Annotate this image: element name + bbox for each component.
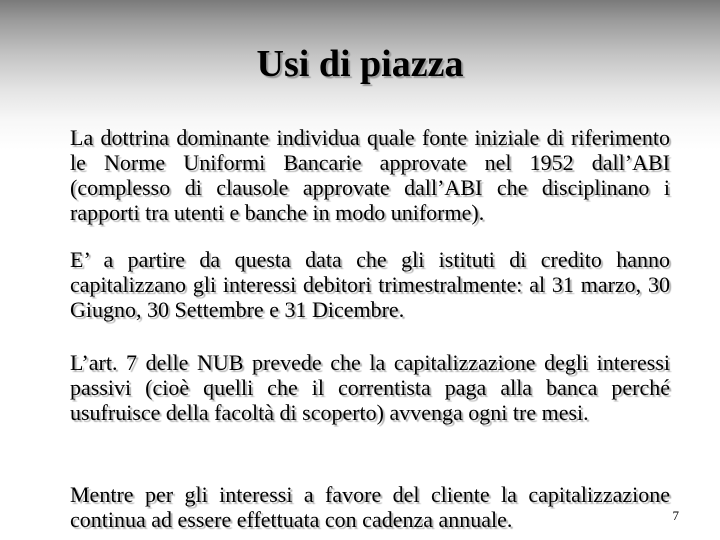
paragraph-art7-nub: L’art. 7 delle NUB prevede che la capitalizzazione degli interessi passivi (cioè quelli che il correntista paga alla banca perché usufruisce della facoltà di scoperto) avvenga ogni tre mesi. xyxy=(70,350,670,425)
paragraph-client-interest: Mentre per gli interessi a favore del cliente la capitalizzazione continua ad essere effettuata con cadenza annuale. xyxy=(70,482,670,532)
paragraph-quarterly-capitalization: E’ a partire da questa data che gli istituti di credito hanno capitalizzano gli interessi debitori trimestralmente: al 31 marzo, 30 Giugno, 30 Settembre e 31 Dicembre. xyxy=(70,247,670,322)
page-number: 7 xyxy=(672,508,679,523)
slide-title: Usi di piazza xyxy=(256,43,464,85)
paragraph-nub-origin: La dottrina dominante individua quale fonte iniziale di riferimento le Norme Uniformi Bancarie approvate nel 1952 dall’ABI (complesso di clausole approvate dall’ABI che disciplinano i rapporti tra utenti e banche in modo uniforme). xyxy=(70,125,670,225)
